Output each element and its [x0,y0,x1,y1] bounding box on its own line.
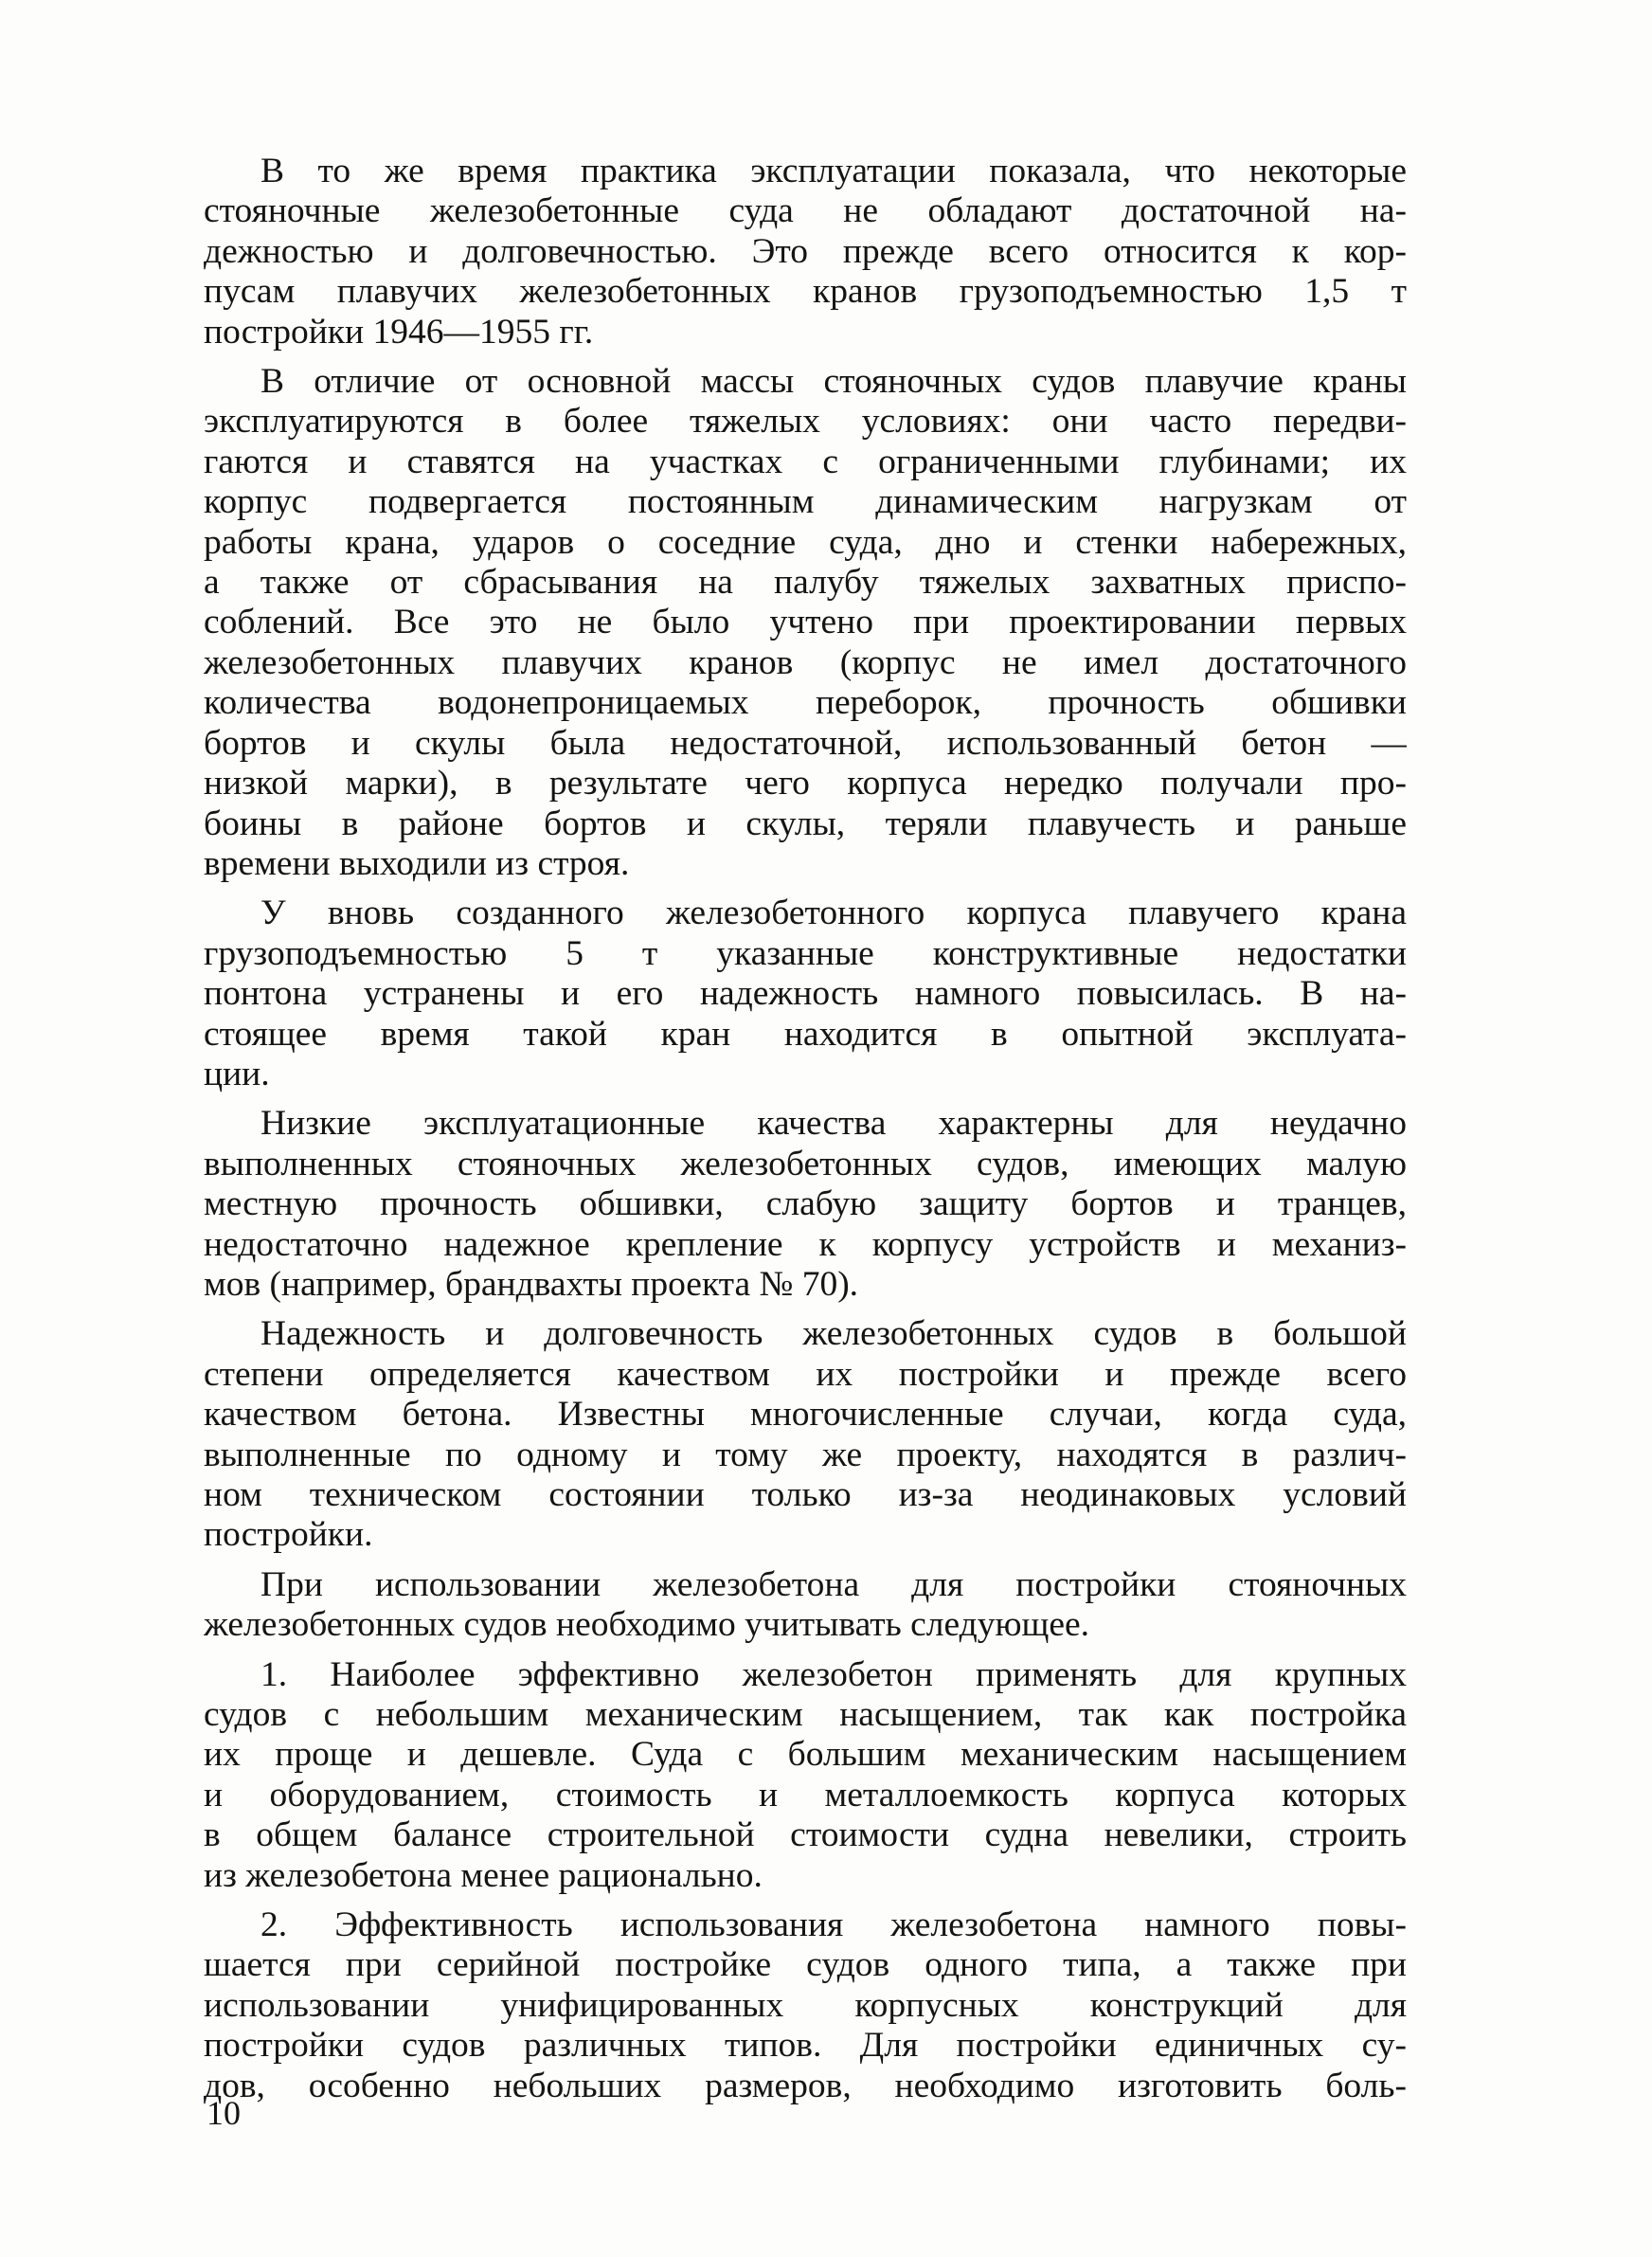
text-line: ном техническом состоянии только из-за неодинаковых условий [204,1475,1407,1514]
text-line: в общем балансе строительной стоимости судна невелики, строить [204,1815,1407,1855]
text-line: постройки. [204,1515,373,1555]
text-line: соблений. Все это не было учтено при проектировании первых [204,603,1407,642]
text-line: низкой марки), в результате чего корпуса нередко получали про- [204,764,1407,803]
text-line: грузоподъемностью 5 т указанные конструктивные недостатки [204,933,1407,973]
text-line: Низкие эксплуатационные качества характерны для неудачно [260,1104,1407,1144]
text-line: количества водонепроницаемых переборок, прочность обшивки [204,683,1407,723]
text-line: судов с небольшим механическим насыщением, так как постройка [204,1695,1407,1735]
text-line: пусам плавучих железобетонных кранов грузоподъемностью 1,5 т [204,272,1407,312]
text-line: работы крана, ударов о соседние суда, дно и стенки набережных, [204,522,1407,562]
paragraph [204,1905,1407,2106]
paragraph [204,1565,1407,1646]
paragraph [204,1314,1407,1555]
text-line: постройки 1946—1955 гг. [204,312,594,352]
text-line: В отличие от основной массы стояночных судов плавучие краны [260,362,1407,402]
text-line: стоящее время такой кран находится в опытной эксплуата- [204,1014,1407,1054]
text-line: При использовании железобетона для постройки стояночных [260,1564,1407,1604]
text-line: их проще и дешевле. Суда с большим механическим насыщением [204,1735,1407,1775]
paragraph [204,894,1407,1094]
page-number: 10 [206,2094,241,2132]
body-text [204,152,1407,2116]
text-line: степени определяется качеством их постройки и прежде всего [204,1354,1407,1394]
text-line: дежностью и долговечностью. Это прежде всего относится к кор- [204,231,1407,271]
text-line: из железобетона менее рационально. [204,1855,763,1895]
text-line: У вновь созданного железобетонного корпуса плавучего крана [260,894,1407,933]
paragraph [204,1655,1407,1896]
text-line: времени выходили из строя. [204,843,630,883]
text-line: железобетонных судов необходимо учитывать следующее. [204,1605,1090,1645]
text-line: эксплуатируются в более тяжелых условиях: они часто передви- [204,402,1407,442]
text-line: местную прочность обшивки, слабую защиту бортов и транцев, [204,1184,1407,1224]
text-line: железобетонных плавучих кранов (корпус не имел достаточного [204,642,1407,682]
text-line: гаются и ставятся на участках с ограниченными глубинами; их [204,442,1407,481]
paragraph [204,362,1407,884]
paragraph [204,152,1407,352]
text-line: выполненные по одному и тому же проекту, находятся в различ- [204,1435,1407,1474]
text-line: и оборудованием, стоимость и металлоемкость корпуса которых [204,1775,1407,1815]
text-line: корпус подвергается постоянным динамическим нагрузкам от [204,482,1407,522]
text-line: использовании унифицированных корпусных конструкций для [204,1985,1407,2025]
text-line: 2. Эффективность использования железобетона намного повы- [260,1905,1407,1945]
text-line: выполненных стояночных железобетонных судов, имеющих малую [204,1144,1407,1183]
text-line: мов (например, брандвахты проекта № 70). [204,1264,859,1304]
text-line: постройки судов различных типов. Для постройки единичных су- [204,2026,1407,2066]
text-line: бортов и скулы была недостаточной, использованный бетон — [204,723,1407,763]
text-line: 1. Наиболее эффективно железобетон применять для крупных [260,1654,1407,1694]
text-line: качеством бетона. Известны многочисленные случаи, когда суда, [204,1395,1407,1435]
text-line: стояночные железобетонные суда не обладают достаточной на- [204,191,1407,231]
paragraph [204,1104,1407,1305]
text-line: понтона устранены и его надежность намного повысилась. В на- [204,974,1407,1014]
text-line: недостаточно надежное крепление к корпусу устройств и механиз- [204,1224,1407,1264]
text-line: В то же время практика эксплуатации показала, что некоторые [260,152,1407,190]
text-line: дов, особенно небольших размеров, необходимо изготовить боль- [204,2066,1407,2105]
text-line: а также от сбрасывания на палубу тяжелых захватных приспо- [204,563,1407,603]
text-line: Надежность и долговечность железобетонных судов в большой [260,1314,1407,1354]
text-line: шается при серийной постройке судов одного типа, а также при [204,1945,1407,1985]
text-line: ции. [204,1054,270,1093]
text-line: боины в районе бортов и скулы, теряли плавучесть и раньше [204,803,1407,843]
